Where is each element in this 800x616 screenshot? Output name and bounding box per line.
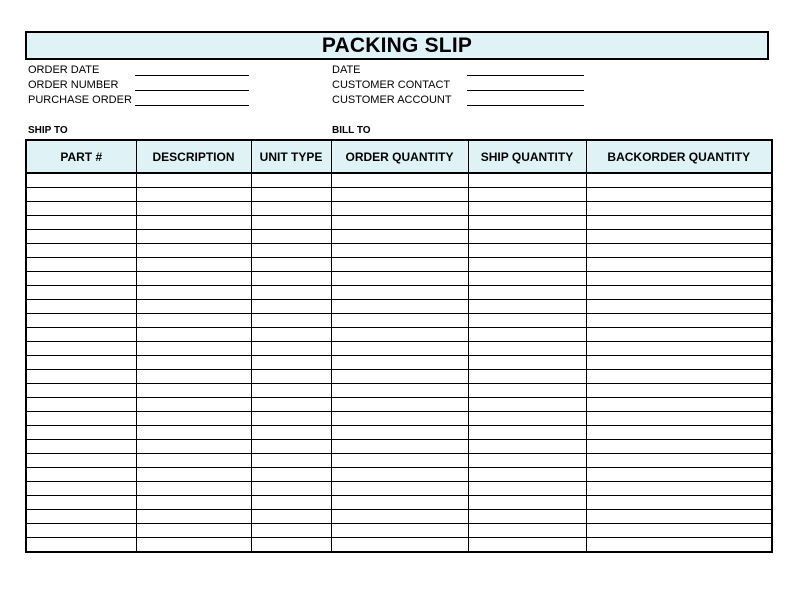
order-quantity-cell[interactable] <box>331 468 468 482</box>
part-number-cell[interactable] <box>26 370 136 384</box>
ship-quantity-cell[interactable] <box>468 272 586 286</box>
order-quantity-cell[interactable] <box>331 440 468 454</box>
ship-quantity-cell[interactable] <box>468 314 586 328</box>
unit-type-cell[interactable] <box>251 538 331 553</box>
ship-quantity-cell[interactable] <box>468 384 586 398</box>
order-quantity-cell[interactable] <box>331 244 468 258</box>
unit-type-cell[interactable] <box>251 356 331 370</box>
ship-quantity-cell[interactable] <box>468 342 586 356</box>
part-number-cell[interactable] <box>26 314 136 328</box>
order-quantity-cell[interactable] <box>331 496 468 510</box>
customer-account-field[interactable] <box>467 105 584 106</box>
ship-quantity-cell[interactable] <box>468 173 586 188</box>
unit-type-cell[interactable] <box>251 342 331 356</box>
description-cell[interactable] <box>136 510 251 524</box>
order-quantity-cell[interactable] <box>331 328 468 342</box>
ship-quantity-cell[interactable] <box>468 440 586 454</box>
ship-quantity-cell[interactable] <box>468 482 586 496</box>
table-row <box>26 524 772 538</box>
items-table-body <box>26 173 772 552</box>
table-row <box>26 286 772 300</box>
part-number-cell[interactable] <box>26 426 136 440</box>
order-date-label: ORDER DATE <box>28 64 100 76</box>
order-quantity-cell[interactable] <box>331 286 468 300</box>
description-cell[interactable] <box>136 258 251 272</box>
customer-contact-field[interactable] <box>467 90 584 91</box>
ship-quantity-cell[interactable] <box>468 468 586 482</box>
unit-type-cell[interactable] <box>251 412 331 426</box>
customer-contact-label: CUSTOMER CONTACT <box>332 79 451 91</box>
unit-type-cell[interactable] <box>251 300 331 314</box>
ship-quantity-cell[interactable] <box>468 538 586 553</box>
part-number-cell[interactable] <box>26 440 136 454</box>
description-cell[interactable] <box>136 524 251 538</box>
description-cell[interactable] <box>136 286 251 300</box>
ship-quantity-cell[interactable] <box>468 454 586 468</box>
backorder-quantity-cell[interactable] <box>586 384 772 398</box>
backorder-quantity-cell[interactable] <box>586 286 772 300</box>
unit-type-cell[interactable] <box>251 230 331 244</box>
order-quantity-cell[interactable] <box>331 412 468 426</box>
part-number-cell[interactable] <box>26 384 136 398</box>
unit-type-cell[interactable] <box>251 524 331 538</box>
description-cell[interactable] <box>136 384 251 398</box>
part-number-cell[interactable] <box>26 216 136 230</box>
description-cell[interactable] <box>136 496 251 510</box>
purchase-order-field[interactable] <box>135 105 249 106</box>
description-cell[interactable] <box>136 300 251 314</box>
order-quantity-header: ORDER QUANTITY <box>331 140 468 173</box>
unit-type-cell[interactable] <box>251 173 331 188</box>
order-quantity-cell[interactable] <box>331 538 468 553</box>
part-number-cell[interactable] <box>26 468 136 482</box>
table-row <box>26 272 772 286</box>
description-cell[interactable] <box>136 328 251 342</box>
ship-quantity-cell[interactable] <box>468 370 586 384</box>
part-number-cell[interactable] <box>26 524 136 538</box>
bill-to-label: BILL TO <box>332 125 371 136</box>
part-number-cell[interactable] <box>26 342 136 356</box>
description-cell[interactable] <box>136 173 251 188</box>
page-title: PACKING SLIP <box>321 33 473 57</box>
ship-to-label: SHIP TO <box>28 125 68 136</box>
unit-type-cell[interactable] <box>251 188 331 202</box>
table-row <box>26 244 772 258</box>
table-row <box>26 216 772 230</box>
table-row <box>26 510 772 524</box>
part-number-cell[interactable] <box>26 286 136 300</box>
part-number-cell[interactable] <box>26 202 136 216</box>
order-quantity-cell[interactable] <box>331 426 468 440</box>
table-row <box>26 454 772 468</box>
backorder-quantity-cell[interactable] <box>586 188 772 202</box>
backorder-quantity-cell[interactable] <box>586 173 772 188</box>
table-row <box>26 328 772 342</box>
unit-type-cell[interactable] <box>251 454 331 468</box>
backorder-quantity-header: BACKORDER QUANTITY <box>586 140 772 173</box>
description-cell[interactable] <box>136 244 251 258</box>
ship-quantity-cell[interactable] <box>468 244 586 258</box>
unit-type-cell[interactable] <box>251 468 331 482</box>
part-number-cell[interactable] <box>26 496 136 510</box>
ship-quantity-cell[interactable] <box>468 524 586 538</box>
part-number-cell[interactable] <box>26 482 136 496</box>
order-quantity-cell[interactable] <box>331 216 468 230</box>
ship-quantity-cell[interactable] <box>468 230 586 244</box>
unit-type-cell[interactable] <box>251 286 331 300</box>
table-row <box>26 384 772 398</box>
part-number-header: PART # <box>26 140 136 173</box>
part-number-cell[interactable] <box>26 230 136 244</box>
table-row <box>26 202 772 216</box>
part-number-cell[interactable] <box>26 398 136 412</box>
description-cell[interactable] <box>136 426 251 440</box>
backorder-quantity-cell[interactable] <box>586 468 772 482</box>
order-date-field[interactable] <box>135 75 249 76</box>
ship-quantity-cell[interactable] <box>468 510 586 524</box>
part-number-cell[interactable] <box>26 454 136 468</box>
backorder-quantity-cell[interactable] <box>586 370 772 384</box>
ship-quantity-cell[interactable] <box>468 496 586 510</box>
backorder-quantity-cell[interactable] <box>586 258 772 272</box>
order-quantity-cell[interactable] <box>331 173 468 188</box>
description-cell[interactable] <box>136 202 251 216</box>
unit-type-header: UNIT TYPE <box>251 140 331 173</box>
unit-type-cell[interactable] <box>251 272 331 286</box>
ship-quantity-cell[interactable] <box>468 398 586 412</box>
backorder-quantity-cell[interactable] <box>586 356 772 370</box>
backorder-quantity-cell[interactable] <box>586 216 772 230</box>
backorder-quantity-cell[interactable] <box>586 328 772 342</box>
order-quantity-cell[interactable] <box>331 384 468 398</box>
description-cell[interactable] <box>136 454 251 468</box>
table-row <box>26 398 772 412</box>
description-cell[interactable] <box>136 342 251 356</box>
title-box <box>25 31 769 60</box>
table-row <box>26 300 772 314</box>
backorder-quantity-cell[interactable] <box>586 314 772 328</box>
ship-quantity-cell[interactable] <box>468 412 586 426</box>
unit-type-cell[interactable] <box>251 370 331 384</box>
purchase-order-label: PURCHASE ORDER <box>28 94 132 106</box>
table-row <box>26 468 772 482</box>
table-row <box>26 356 772 370</box>
part-number-cell[interactable] <box>26 300 136 314</box>
backorder-quantity-cell[interactable] <box>586 300 772 314</box>
unit-type-cell[interactable] <box>251 328 331 342</box>
backorder-quantity-cell[interactable] <box>586 482 772 496</box>
backorder-quantity-cell[interactable] <box>586 398 772 412</box>
unit-type-cell[interactable] <box>251 244 331 258</box>
backorder-quantity-cell[interactable] <box>586 454 772 468</box>
description-cell[interactable] <box>136 440 251 454</box>
backorder-quantity-cell[interactable] <box>586 342 772 356</box>
date-field[interactable] <box>467 75 584 76</box>
unit-type-cell[interactable] <box>251 258 331 272</box>
ship-quantity-cell[interactable] <box>468 426 586 440</box>
unit-type-cell[interactable] <box>251 482 331 496</box>
description-cell[interactable] <box>136 370 251 384</box>
backorder-quantity-cell[interactable] <box>586 538 772 553</box>
table-row <box>26 342 772 356</box>
customer-account-label: CUSTOMER ACCOUNT <box>332 94 452 106</box>
table-row <box>26 230 772 244</box>
unit-type-cell[interactable] <box>251 510 331 524</box>
table-row <box>26 426 772 440</box>
backorder-quantity-cell[interactable] <box>586 202 772 216</box>
order-number-label: ORDER NUMBER <box>28 79 119 91</box>
description-cell[interactable] <box>136 482 251 496</box>
order-quantity-cell[interactable] <box>331 342 468 356</box>
order-quantity-cell[interactable] <box>331 482 468 496</box>
ship-quantity-cell[interactable] <box>468 258 586 272</box>
backorder-quantity-cell[interactable] <box>586 230 772 244</box>
table-row <box>26 370 772 384</box>
ship-quantity-cell[interactable] <box>468 188 586 202</box>
description-cell[interactable] <box>136 314 251 328</box>
date-label: DATE <box>332 64 361 76</box>
unit-type-cell[interactable] <box>251 426 331 440</box>
order-quantity-cell[interactable] <box>331 258 468 272</box>
unit-type-cell[interactable] <box>251 384 331 398</box>
order-quantity-cell[interactable] <box>331 202 468 216</box>
order-quantity-cell[interactable] <box>331 272 468 286</box>
part-number-cell[interactable] <box>26 538 136 553</box>
backorder-quantity-cell[interactable] <box>586 426 772 440</box>
part-number-cell[interactable] <box>26 510 136 524</box>
description-cell[interactable] <box>136 188 251 202</box>
part-number-cell[interactable] <box>26 412 136 426</box>
description-cell[interactable] <box>136 356 251 370</box>
order-quantity-cell[interactable] <box>331 524 468 538</box>
order-quantity-cell[interactable] <box>331 454 468 468</box>
ship-quantity-cell[interactable] <box>468 286 586 300</box>
unit-type-cell[interactable] <box>251 398 331 412</box>
order-quantity-cell[interactable] <box>331 314 468 328</box>
part-number-cell[interactable] <box>26 272 136 286</box>
table-row <box>26 173 772 188</box>
backorder-quantity-cell[interactable] <box>586 524 772 538</box>
unit-type-cell[interactable] <box>251 202 331 216</box>
description-cell[interactable] <box>136 230 251 244</box>
table-row <box>26 440 772 454</box>
part-number-cell[interactable] <box>26 356 136 370</box>
backorder-quantity-cell[interactable] <box>586 272 772 286</box>
description-cell[interactable] <box>136 412 251 426</box>
description-cell[interactable] <box>136 216 251 230</box>
items-table <box>25 139 773 553</box>
backorder-quantity-cell[interactable] <box>586 440 772 454</box>
table-row <box>26 258 772 272</box>
backorder-quantity-cell[interactable] <box>586 244 772 258</box>
description-cell[interactable] <box>136 272 251 286</box>
ship-quantity-cell[interactable] <box>468 216 586 230</box>
description-cell[interactable] <box>136 538 251 553</box>
ship-quantity-header: SHIP QUANTITY <box>468 140 586 173</box>
ship-quantity-cell[interactable] <box>468 328 586 342</box>
order-quantity-cell[interactable] <box>331 188 468 202</box>
table-header-row <box>26 140 772 173</box>
part-number-cell[interactable] <box>26 188 136 202</box>
order-quantity-cell[interactable] <box>331 230 468 244</box>
table-row <box>26 496 772 510</box>
part-number-cell[interactable] <box>26 328 136 342</box>
table-row <box>26 412 772 426</box>
part-number-cell[interactable] <box>26 258 136 272</box>
ship-quantity-cell[interactable] <box>468 202 586 216</box>
ship-quantity-cell[interactable] <box>468 356 586 370</box>
order-quantity-cell[interactable] <box>331 510 468 524</box>
unit-type-cell[interactable] <box>251 314 331 328</box>
description-cell[interactable] <box>136 398 251 412</box>
order-quantity-cell[interactable] <box>331 300 468 314</box>
order-quantity-cell[interactable] <box>331 398 468 412</box>
backorder-quantity-cell[interactable] <box>586 412 772 426</box>
unit-type-cell[interactable] <box>251 216 331 230</box>
part-number-cell[interactable] <box>26 244 136 258</box>
backorder-quantity-cell[interactable] <box>586 510 772 524</box>
unit-type-cell[interactable] <box>251 496 331 510</box>
ship-quantity-cell[interactable] <box>468 300 586 314</box>
unit-type-cell[interactable] <box>251 440 331 454</box>
part-number-cell[interactable] <box>26 173 136 188</box>
table-row <box>26 538 772 553</box>
description-cell[interactable] <box>136 468 251 482</box>
description-header: DESCRIPTION <box>136 140 251 173</box>
backorder-quantity-cell[interactable] <box>586 496 772 510</box>
order-quantity-cell[interactable] <box>331 356 468 370</box>
order-quantity-cell[interactable] <box>331 370 468 384</box>
table-row <box>26 482 772 496</box>
table-row <box>26 188 772 202</box>
table-row <box>26 314 772 328</box>
order-number-field[interactable] <box>135 90 249 91</box>
